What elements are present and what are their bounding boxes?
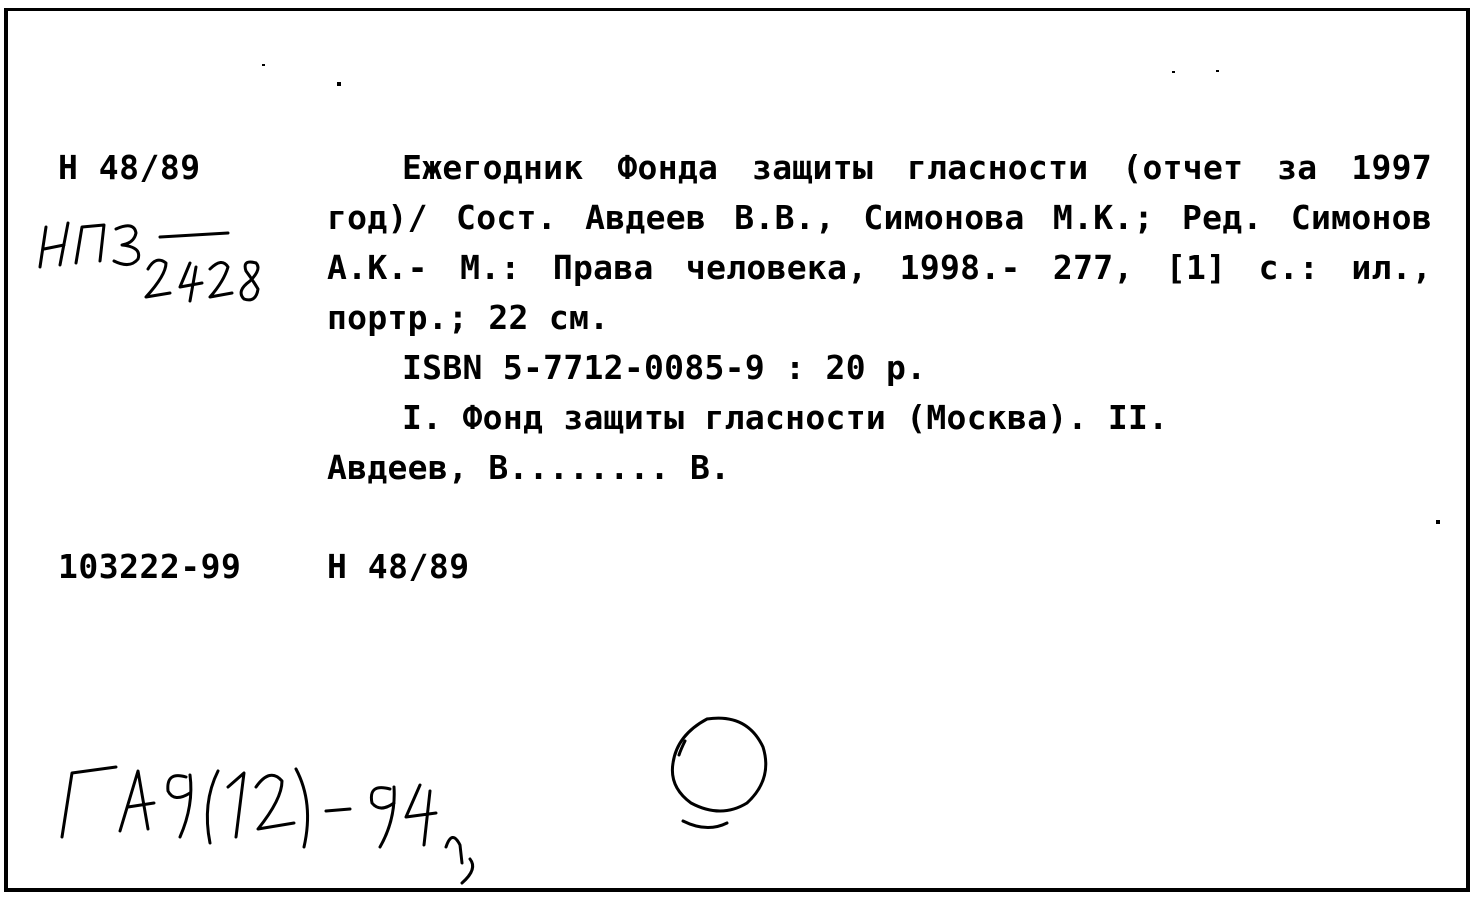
scan-speck	[1216, 70, 1219, 72]
handwritten-bottom-code	[50, 745, 530, 885]
call-number: Н 48/89	[58, 148, 201, 187]
inventory-number: 103222-99	[58, 547, 242, 586]
tracings-continuation: Авдеев, В........ В.	[327, 448, 731, 487]
scan-speck	[262, 64, 265, 66]
tracings-line: I. Фонд защиты гласности (Москва). II.	[402, 398, 1169, 437]
hand-drawn-circle-mark	[655, 705, 785, 840]
title-paragraph: Ежегодник Фонда защиты гласности (отчет за 1997 год)/ Сост. Авдеев В.В., Симонова М.К.; Ред. Симонов А.К.- М.: Права человека, 1998.- 277, [1] с.: ил., портр.; 22 см.	[327, 148, 1432, 337]
scan-speck	[337, 82, 341, 86]
handwritten-shelf-mark	[30, 205, 290, 315]
footer-call-number: Н 48/89	[327, 547, 470, 586]
scan-speck	[1172, 71, 1175, 73]
bibliographic-description	[327, 143, 1432, 493]
scan-speck	[1436, 520, 1440, 524]
isbn-line: ISBN 5-7712-0085-9 : 20 р.	[402, 348, 927, 387]
